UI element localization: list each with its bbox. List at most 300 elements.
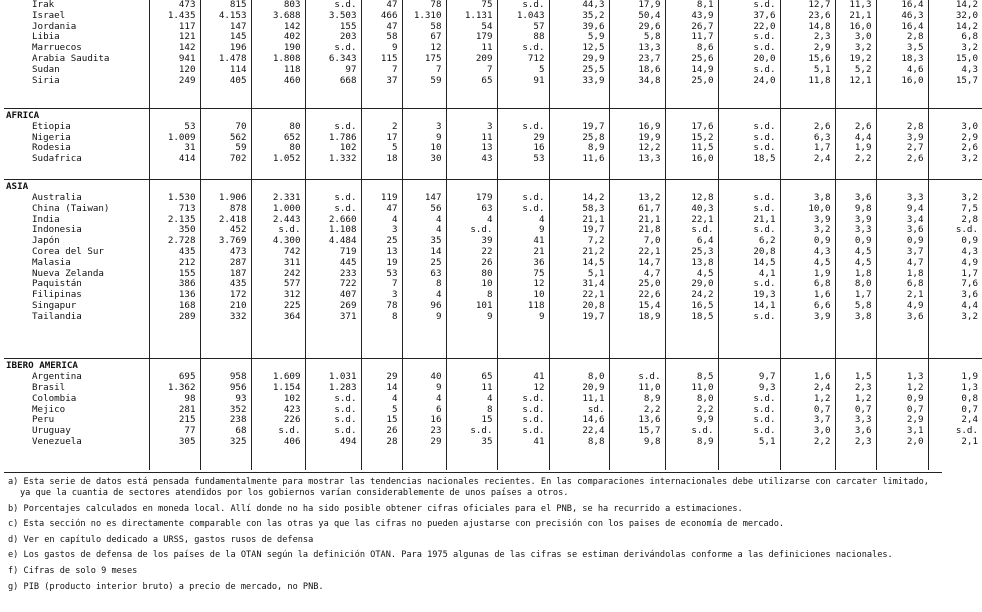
table-cell: 407	[339, 289, 357, 301]
country-name: Rodesia	[32, 142, 71, 154]
table-cell: 13,6	[638, 414, 661, 426]
table-cell: 65	[481, 371, 493, 383]
table-cell: 1,2	[906, 382, 924, 393]
table-cell: 4.300	[272, 235, 301, 247]
table-cell: 3	[486, 120, 493, 132]
table-cell: 23,7	[638, 52, 661, 64]
table-cell: 11,5	[691, 142, 714, 154]
table-cell: 19,7	[582, 120, 605, 132]
footnote-d: d) Ver en capítulo dedicado a URSS, gastos rusos de defensa	[8, 534, 314, 545]
table-cell: 210	[229, 300, 247, 312]
table-cell: 209	[475, 52, 493, 64]
table-cell: 5,8	[854, 300, 872, 312]
value-column-cell	[361, 0, 402, 109]
table-cell: 14	[430, 246, 442, 258]
table-cell: 1,2	[854, 392, 872, 404]
table-cell: 53	[533, 153, 545, 165]
table-cell: s.d.	[470, 224, 493, 236]
table-cell: 14,5	[753, 256, 776, 268]
table-cell: s.d.	[753, 278, 776, 290]
table-cell: 13,3	[638, 153, 661, 165]
table-cell: s.d.	[522, 192, 545, 204]
table-cell: 4	[435, 392, 442, 404]
table-cell: 6,6	[813, 300, 831, 312]
table-cell: 3,0	[961, 120, 978, 132]
table-cell: 3,3	[906, 192, 924, 204]
table-cell: 13,2	[638, 192, 661, 204]
value-column-cell	[835, 109, 876, 180]
country-name: Nueva Zelanda	[32, 267, 104, 279]
table-cell: 9,7	[758, 371, 776, 383]
table-cell: sd.	[587, 403, 605, 415]
table-cell: 13	[481, 142, 493, 154]
table-cell: 3,9	[906, 131, 924, 143]
table-cell: 4,9	[906, 300, 924, 312]
value-column-cell	[549, 180, 609, 359]
table-cell: 187	[229, 267, 247, 279]
table-cell: 1,7	[961, 267, 978, 279]
table-cell: 722	[339, 278, 357, 290]
table-cell: 24,2	[691, 289, 714, 301]
table-cell: 40	[430, 371, 442, 383]
table-cell: 93	[235, 392, 247, 404]
table-cell: 6.343	[328, 52, 357, 64]
country-name: Siria	[32, 74, 60, 86]
table-cell: s.d.	[334, 202, 357, 214]
table-cell: 1,8	[854, 267, 872, 279]
value-column-cell	[718, 0, 780, 109]
table-cell: 7,6	[961, 278, 978, 290]
table-cell: 8,6	[696, 42, 714, 54]
value-column-cell	[251, 0, 305, 109]
country-name: Malasia	[32, 256, 71, 268]
table-cell: s.d.	[334, 414, 357, 426]
value-column-cell	[780, 180, 835, 359]
table-cell: 4,5	[854, 246, 872, 258]
table-cell: 1.131	[464, 9, 493, 21]
table-cell: 941	[178, 52, 196, 64]
table-cell: 4,3	[961, 246, 978, 258]
table-cell: 4	[486, 213, 493, 225]
table-cell: s.d.	[522, 414, 545, 426]
value-column-cell	[200, 359, 251, 470]
country-name: Japón	[32, 235, 60, 247]
table-cell: 3.769	[218, 235, 247, 247]
table-cell: 15,7	[638, 425, 661, 437]
table-cell: 29,6	[638, 20, 661, 32]
country-name: China (Taiwan)	[32, 202, 110, 214]
table-cell: 4	[486, 392, 493, 404]
value-column-cell	[665, 359, 718, 470]
table-cell: 2.331	[272, 192, 301, 204]
value-column-cell	[446, 0, 497, 109]
table-cell: s.d.	[753, 414, 776, 426]
table-cell: 5,1	[813, 63, 831, 75]
table-cell: 562	[229, 131, 247, 143]
table-cell: 7,0	[643, 235, 661, 247]
table-cell: 78	[386, 300, 398, 312]
table-cell: 3,2	[961, 310, 978, 322]
table-cell: 9	[391, 42, 398, 54]
country-name: Irak	[32, 0, 55, 10]
value-column-cell	[149, 0, 200, 109]
table-cell: 43	[481, 153, 493, 165]
footnote-e: e) Los gastos de defensa de los países de la OTAN según la definición OTAN. Para 1975 algunas de las cifras se estiman derivándolas conforme a las definiciones nacionales.	[8, 550, 893, 561]
table-cell: 287	[229, 256, 247, 268]
table-cell: 10,0	[808, 202, 831, 214]
table-cell: 2.135	[167, 213, 196, 225]
table-cell: 7	[391, 278, 398, 290]
table-cell: 16	[533, 142, 545, 154]
table-cell: 4.153	[218, 9, 247, 21]
table-cell: 0,9	[906, 235, 924, 247]
table-cell: 2,2	[813, 435, 831, 447]
table-cell: 445	[339, 256, 357, 268]
table-cell: 2,6	[961, 142, 978, 154]
table-cell: 8,9	[587, 142, 605, 154]
table-cell: 25	[386, 235, 398, 247]
table-cell: 14,8	[808, 20, 831, 32]
table-cell: 43,9	[691, 9, 714, 21]
table-cell: 13,3	[638, 42, 661, 54]
table-cell: 20,8	[582, 300, 605, 312]
value-column-cell	[718, 109, 780, 180]
table-cell: 1,2	[813, 392, 831, 404]
table-cell: 7	[486, 63, 493, 75]
value-column-cell	[780, 359, 835, 470]
table-cell: 119	[380, 192, 398, 204]
table-cell: 24,0	[753, 74, 776, 86]
table-cell: 4	[538, 213, 545, 225]
table-cell: 473	[229, 246, 247, 258]
table-cell: 4,5	[813, 256, 831, 268]
table-cell: 1,9	[813, 267, 831, 279]
value-column-cell	[149, 359, 200, 470]
table-cell: 12,5	[582, 42, 605, 54]
table-cell: 19,7	[582, 224, 605, 236]
value-column-cell	[251, 109, 305, 180]
table-cell: 4,7	[906, 256, 924, 268]
table-cell: 168	[178, 300, 196, 312]
table-cell: 19,7	[582, 310, 605, 322]
table-cell: 3,0	[813, 425, 831, 437]
table-cell: 238	[229, 414, 247, 426]
table-cell: 20,0	[753, 52, 776, 64]
table-cell: 2.418	[218, 213, 247, 225]
table-cell: 215	[178, 414, 196, 426]
table-cell: 75	[533, 267, 545, 279]
table-cell: 3,2	[854, 42, 872, 54]
table-cell: s.d.	[691, 224, 714, 236]
table-cell: 16,0	[901, 74, 924, 86]
table-cell: 212	[178, 256, 196, 268]
table-cell: 63	[430, 267, 442, 279]
value-column-cell	[446, 180, 497, 359]
table-cell: s.d.	[753, 192, 776, 204]
table-cell: 352	[229, 403, 247, 415]
country-column-cell	[4, 359, 149, 470]
table-cell: 3,6	[906, 310, 924, 322]
table-cell: 5	[538, 63, 545, 75]
table-cell: 31,4	[582, 278, 605, 290]
table-cell: 14,5	[582, 256, 605, 268]
table-cell: 17,6	[691, 120, 714, 132]
table-cell: 8,0	[696, 392, 714, 404]
table-cell: 226	[283, 414, 301, 426]
table-cell: 15	[481, 414, 493, 426]
table-cell: 406	[283, 435, 301, 447]
table-cell: 25	[430, 256, 442, 268]
table-cell: 18,5	[691, 310, 714, 322]
table-cell: 12	[430, 42, 442, 54]
table-cell: 0,7	[854, 403, 872, 415]
table-cell: 652	[283, 131, 301, 143]
table-cell: 1.283	[328, 382, 357, 393]
defense-spending-table	[4, 0, 982, 470]
table-body	[4, 0, 982, 470]
table-cell: 16,4	[901, 0, 924, 10]
table-cell: 5,1	[587, 267, 605, 279]
table-cell: 41	[533, 371, 545, 383]
table-cell: 12,8	[691, 192, 714, 204]
table-cell: 8,1	[696, 0, 714, 10]
table-cell: s.d.	[334, 0, 357, 10]
table-cell: s.d.	[753, 120, 776, 132]
value-column-cell	[665, 0, 718, 109]
table-cell: 956	[229, 382, 247, 393]
table-cell: 10	[430, 142, 442, 154]
table-cell: 19	[386, 256, 398, 268]
table-cell: 40,3	[691, 202, 714, 214]
table-cell: 3,9	[813, 213, 831, 225]
table-cell: 4,9	[961, 256, 978, 268]
table-cell: s.d.	[753, 202, 776, 214]
table-cell: 14,1	[753, 300, 776, 312]
value-column-cell	[876, 180, 928, 359]
table-cell: s.d.	[955, 425, 978, 437]
table-cell: 37	[386, 74, 398, 86]
value-column-cell	[361, 109, 402, 180]
table-cell: 80	[289, 120, 301, 132]
table-cell: 203	[339, 31, 357, 43]
table-cell: 1.043	[516, 9, 545, 21]
table-cell: 12,2	[638, 142, 661, 154]
table-cell: 225	[283, 300, 301, 312]
table-cell: 31	[184, 142, 196, 154]
table-cell: 8,5	[696, 371, 714, 383]
table-cell: 2,0	[906, 435, 924, 447]
table-cell: 70	[235, 120, 247, 132]
country-name: Argentina	[32, 371, 82, 383]
country-name: Etiopia	[32, 120, 71, 132]
table-cell: 30	[430, 153, 442, 165]
table-cell: s.d.	[753, 131, 776, 143]
table-cell: 96	[430, 300, 442, 312]
table-cell: 172	[229, 289, 247, 301]
table-cell: 281	[178, 403, 196, 415]
value-column-cell	[876, 0, 928, 109]
table-cell: 0,8	[961, 392, 978, 404]
table-cell: 11,7	[691, 31, 714, 43]
table-cell: 435	[229, 278, 247, 290]
table-cell: 11,6	[582, 153, 605, 165]
table-cell: 8	[486, 403, 493, 415]
table-cell: 1,7	[813, 142, 831, 154]
table-cell: 2,9	[961, 131, 978, 143]
country-name: Sudan	[32, 63, 60, 75]
table-cell: 9	[538, 310, 545, 322]
table-cell: 10	[533, 289, 545, 301]
table-cell: 14,9	[691, 63, 714, 75]
country-name: Sudafrica	[32, 153, 82, 165]
value-column-cell	[497, 0, 549, 109]
table-cell: 2,2	[854, 153, 872, 165]
table-cell: 2,8	[906, 31, 924, 43]
value-column-cell	[928, 180, 982, 359]
table-cell: 118	[527, 300, 545, 312]
table-cell: s.d.	[638, 371, 661, 383]
table-cell: 1,9	[961, 371, 978, 383]
value-column-cell	[402, 0, 446, 109]
table-cell: 305	[178, 435, 196, 447]
table-cell: 1.009	[167, 131, 196, 143]
table-cell: 88	[533, 31, 545, 43]
value-column-cell	[200, 180, 251, 359]
table-cell: 2,8	[906, 120, 924, 132]
table-cell: 0,7	[906, 403, 924, 415]
table-cell: 39,6	[582, 20, 605, 32]
table-cell: 12,7	[808, 0, 831, 10]
table-cell: 16,9	[638, 120, 661, 132]
table-cell: 4	[391, 213, 398, 225]
table-cell: 9,8	[854, 202, 872, 214]
table-cell: 4	[435, 289, 442, 301]
table-cell: 9	[486, 310, 493, 322]
table-cell: 8,0	[854, 278, 872, 290]
table-cell: 15,2	[691, 131, 714, 143]
table-cell: 4,3	[813, 246, 831, 258]
table-cell: 3	[391, 289, 398, 301]
table-cell: s.d.	[522, 42, 545, 54]
table-cell: 102	[339, 142, 357, 154]
value-column-cell	[835, 359, 876, 470]
table-cell: 29,0	[691, 278, 714, 290]
table-cell: 332	[229, 310, 247, 322]
table-cell: s.d.	[334, 120, 357, 132]
table-cell: 1,5	[854, 371, 872, 383]
table-cell: 11,0	[638, 382, 661, 393]
value-column-cell	[780, 0, 835, 109]
table-cell: 3,8	[854, 310, 872, 322]
table-cell: 11	[481, 42, 493, 54]
value-column-cell	[305, 109, 361, 180]
value-column-cell	[305, 359, 361, 470]
table-cell: 28	[386, 435, 398, 447]
footnote-a: a) Esta serie de datos está pensada fundamentalmente para mostrar las tendencias nacionales recientes. En las comparaciones internacionales debe utilizarse con carcater limitado, ya que la cuantia de sectores atendidos por los gobiernos varían considerablemente de unos países a otros.	[8, 477, 935, 498]
table-cell: 1.332	[328, 153, 357, 165]
table-cell: 16,4	[901, 20, 924, 32]
table-cell: 242	[283, 267, 301, 279]
table-cell: 3,6	[906, 224, 924, 236]
country-name: India	[32, 213, 60, 225]
table-cell: 452	[229, 224, 247, 236]
table-cell: 25,6	[691, 52, 714, 64]
table-cell: s.d.	[334, 425, 357, 437]
table-cell: 0,9	[813, 235, 831, 247]
table-cell: 58,3	[582, 202, 605, 214]
table-cell: 4	[435, 224, 442, 236]
table-cell: 2,4	[961, 414, 978, 426]
table-cell: 3,5	[906, 42, 924, 54]
country-name: Peru	[32, 414, 55, 426]
table-cell: 36	[533, 256, 545, 268]
table-cell: 22	[481, 246, 493, 258]
value-column-cell	[200, 0, 251, 109]
value-column-cell	[549, 359, 609, 470]
table-cell: 8	[391, 310, 398, 322]
table-section	[4, 109, 982, 180]
table-cell: 3,2	[961, 153, 978, 165]
table-cell: 4	[391, 392, 398, 404]
table-cell: 712	[527, 52, 545, 64]
value-column-cell	[402, 180, 446, 359]
table-cell: 21,1	[849, 9, 872, 21]
table-cell: s.d.	[522, 120, 545, 132]
table-cell: 37,6	[753, 9, 776, 21]
table-cell: 6,8	[961, 31, 978, 43]
table-cell: s.d.	[753, 403, 776, 415]
table-cell: 6,2	[758, 235, 776, 247]
table-cell: 15,0	[955, 52, 978, 64]
value-column-cell	[718, 359, 780, 470]
table-cell: 102	[283, 392, 301, 404]
table-cell: 25,8	[582, 131, 605, 143]
table-cell: 6,8	[813, 278, 831, 290]
table-cell: 414	[178, 153, 196, 165]
table-cell: 47	[386, 20, 398, 32]
table-section	[4, 359, 982, 470]
table-cell: 2,8	[961, 213, 978, 225]
table-cell: 0,9	[961, 235, 978, 247]
section-heading: ASIA	[6, 181, 29, 193]
table-cell: 423	[283, 403, 301, 415]
table-cell: 233	[339, 267, 357, 279]
table-cell: 577	[283, 278, 301, 290]
table-section	[4, 180, 982, 359]
table-cell: 29,9	[582, 52, 605, 64]
table-cell: s.d.	[753, 425, 776, 437]
table-cell: 23,6	[808, 9, 831, 21]
table-cell: 16,0	[691, 153, 714, 165]
country-name: Marruecos	[32, 42, 82, 54]
table-cell: 364	[283, 310, 301, 322]
table-cell: 3,2	[813, 224, 831, 236]
table-cell: 473	[178, 0, 196, 10]
table-cell: 35	[481, 435, 493, 447]
table-cell: 3.688	[272, 9, 301, 21]
table-cell: 14	[386, 382, 398, 393]
value-column-cell	[876, 359, 928, 470]
table-cell: 3.503	[328, 9, 357, 21]
table-cell: 58	[430, 20, 442, 32]
table-cell: 46,3	[901, 9, 924, 21]
table-cell: 8,9	[696, 435, 714, 447]
table-cell: 4,3	[961, 63, 978, 75]
table-cell: 3,9	[813, 310, 831, 322]
table-cell: 8,9	[643, 392, 661, 404]
table-cell: 98	[184, 392, 196, 404]
table-cell: 2	[391, 120, 398, 132]
